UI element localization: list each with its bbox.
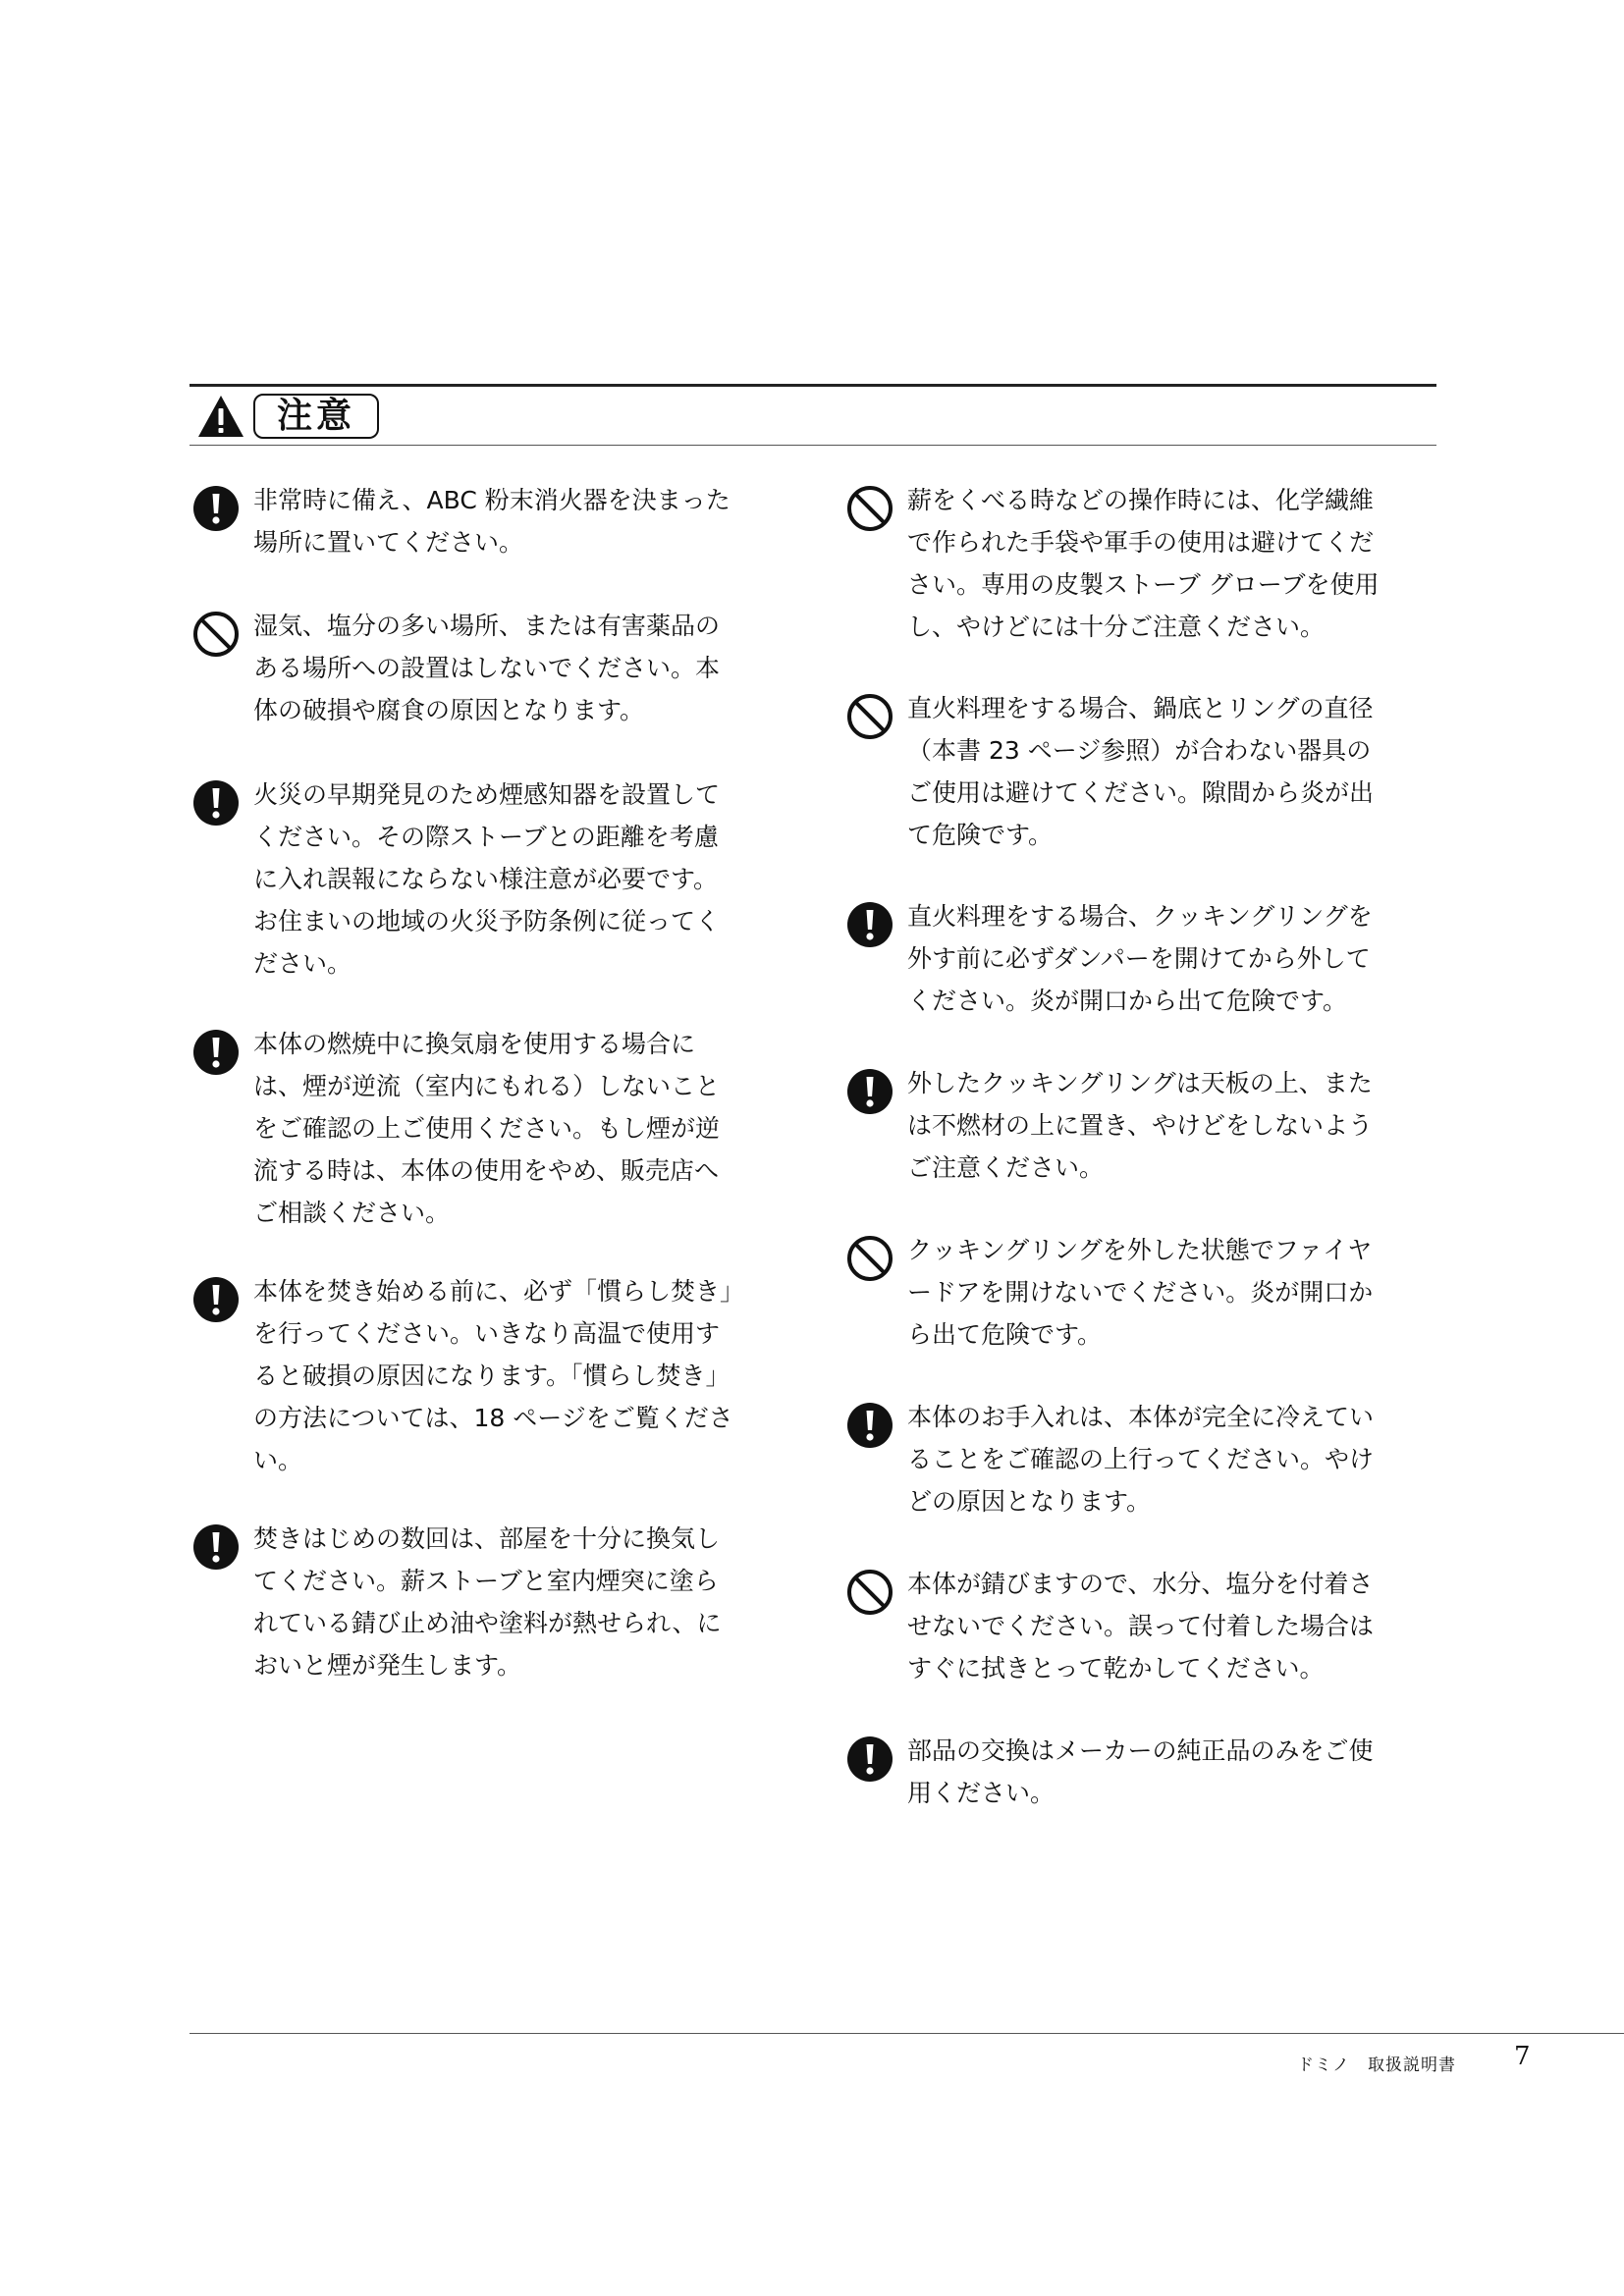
header-rule-bottom <box>189 445 1436 446</box>
prohibition-icon <box>192 611 240 658</box>
mandatory-exclamation-icon <box>846 1068 893 1115</box>
caution-item <box>846 1229 1388 1356</box>
caution-item-text: 本体の燃焼中に換気扇を使用する場合には、煙が逆流（室内にもれる）しないことをご確認の上ご使用ください。もし煙が逆流する時は、本体の使用をやめ、販売店へご相談ください。 <box>253 1030 721 1227</box>
caution-item <box>192 605 734 731</box>
caution-item <box>192 1270 734 1481</box>
mandatory-exclamation-icon <box>192 1276 240 1323</box>
caution-item <box>846 687 1388 856</box>
caution-item <box>192 479 734 563</box>
prohibition-icon <box>846 1569 893 1616</box>
caution-label: 注意 <box>253 394 379 439</box>
caution-item <box>846 1396 1388 1522</box>
mandatory-exclamation-icon <box>192 779 240 827</box>
page-number: 7 <box>1514 2042 1531 2071</box>
mandatory-exclamation-icon <box>846 1735 893 1783</box>
caution-item-text: 外したクッキングリングは天板の上、または不燃材の上に置き、やけどをしないようご注意ください。 <box>907 1069 1374 1182</box>
caution-item <box>846 479 1388 648</box>
prohibition-icon <box>846 1235 893 1282</box>
caution-item-text: 部品の交換はメーカーの純正品のみをご使用ください。 <box>907 1736 1374 1807</box>
caution-item-text: 非常時に備え、ABC 粉末消火器を決まった場所に置いてください。 <box>253 486 731 557</box>
footer-title: ドミノ 取扱説明書 <box>1297 2056 1456 2075</box>
mandatory-exclamation-icon <box>192 485 240 532</box>
caution-item-text: 薪をくべる時などの操作時には、化学繊維で作られた手袋や軍手の使用は避けてください。専用の皮製ストーブ グローブを使用し、やけどには十分ご注意ください。 <box>907 486 1380 641</box>
caution-item-text: 湿気、塩分の多い場所、または有害薬品のある場所への設置はしないでください。本体の破損や腐食の原因となります。 <box>253 612 721 724</box>
footer-rule <box>189 2033 1624 2034</box>
caution-item <box>846 1730 1388 1814</box>
caution-item <box>192 1518 734 1686</box>
caution-item <box>846 895 1388 1022</box>
caution-item-text: 火災の早期発見のため煙感知器を設置してください。その際ストーブとの距離を考慮に入れ誤報にならない様注意が必要です。お住まいの地域の火災予防条例に従ってください。 <box>253 780 721 978</box>
caution-item <box>846 1563 1388 1689</box>
caution-header <box>196 391 379 442</box>
mandatory-exclamation-icon <box>192 1523 240 1571</box>
caution-item-text: クッキングリングを外した状態でファイヤードアを開けないでください。炎が開口から出て危険です。 <box>907 1236 1374 1349</box>
mandatory-exclamation-icon <box>192 1029 240 1076</box>
prohibition-icon <box>846 485 893 532</box>
mandatory-exclamation-icon <box>846 901 893 948</box>
caution-item-text: 本体のお手入れは、本体が完全に冷えていることをご確認の上行ってください。やけどの原因となります。 <box>907 1403 1375 1516</box>
header-rule-top <box>189 384 1436 387</box>
warning-triangle-icon <box>196 394 245 439</box>
caution-item-text: 本体が錆びますので、水分、塩分を付着させないでください。誤って付着した場合はすぐに拭きとって乾かしてください。 <box>907 1570 1375 1682</box>
caution-item <box>846 1062 1388 1189</box>
caution-item-text: 直火料理をする場合、クッキングリングを外す前に必ずダンパーを開けてから外してください。炎が開口から出て危険です。 <box>907 902 1373 1015</box>
caution-item <box>192 774 734 985</box>
mandatory-exclamation-icon <box>846 1402 893 1449</box>
caution-item-text: 本体を焚き始める前に、必ず「慣らし焚き」を行ってください。いきなり高温で使用すると破損の原因になります。「慣らし焚き」の方法については、18 ページをご覧ください。 <box>253 1277 733 1474</box>
caution-item-text: 直火料理をする場合、鍋底とリングの直径（本書 23 ページ参照）が合わない器具のご使用は避けてください。隙間から炎が出て危険です。 <box>907 694 1375 849</box>
caution-item-text: 焚きはじめの数回は、部屋を十分に換気してください。薪ストーブと室内煙突に塗られている錆び止め油や塗料が熱せられ、においと煙が発生します。 <box>253 1524 722 1680</box>
caution-item <box>192 1023 734 1234</box>
prohibition-icon <box>846 693 893 740</box>
